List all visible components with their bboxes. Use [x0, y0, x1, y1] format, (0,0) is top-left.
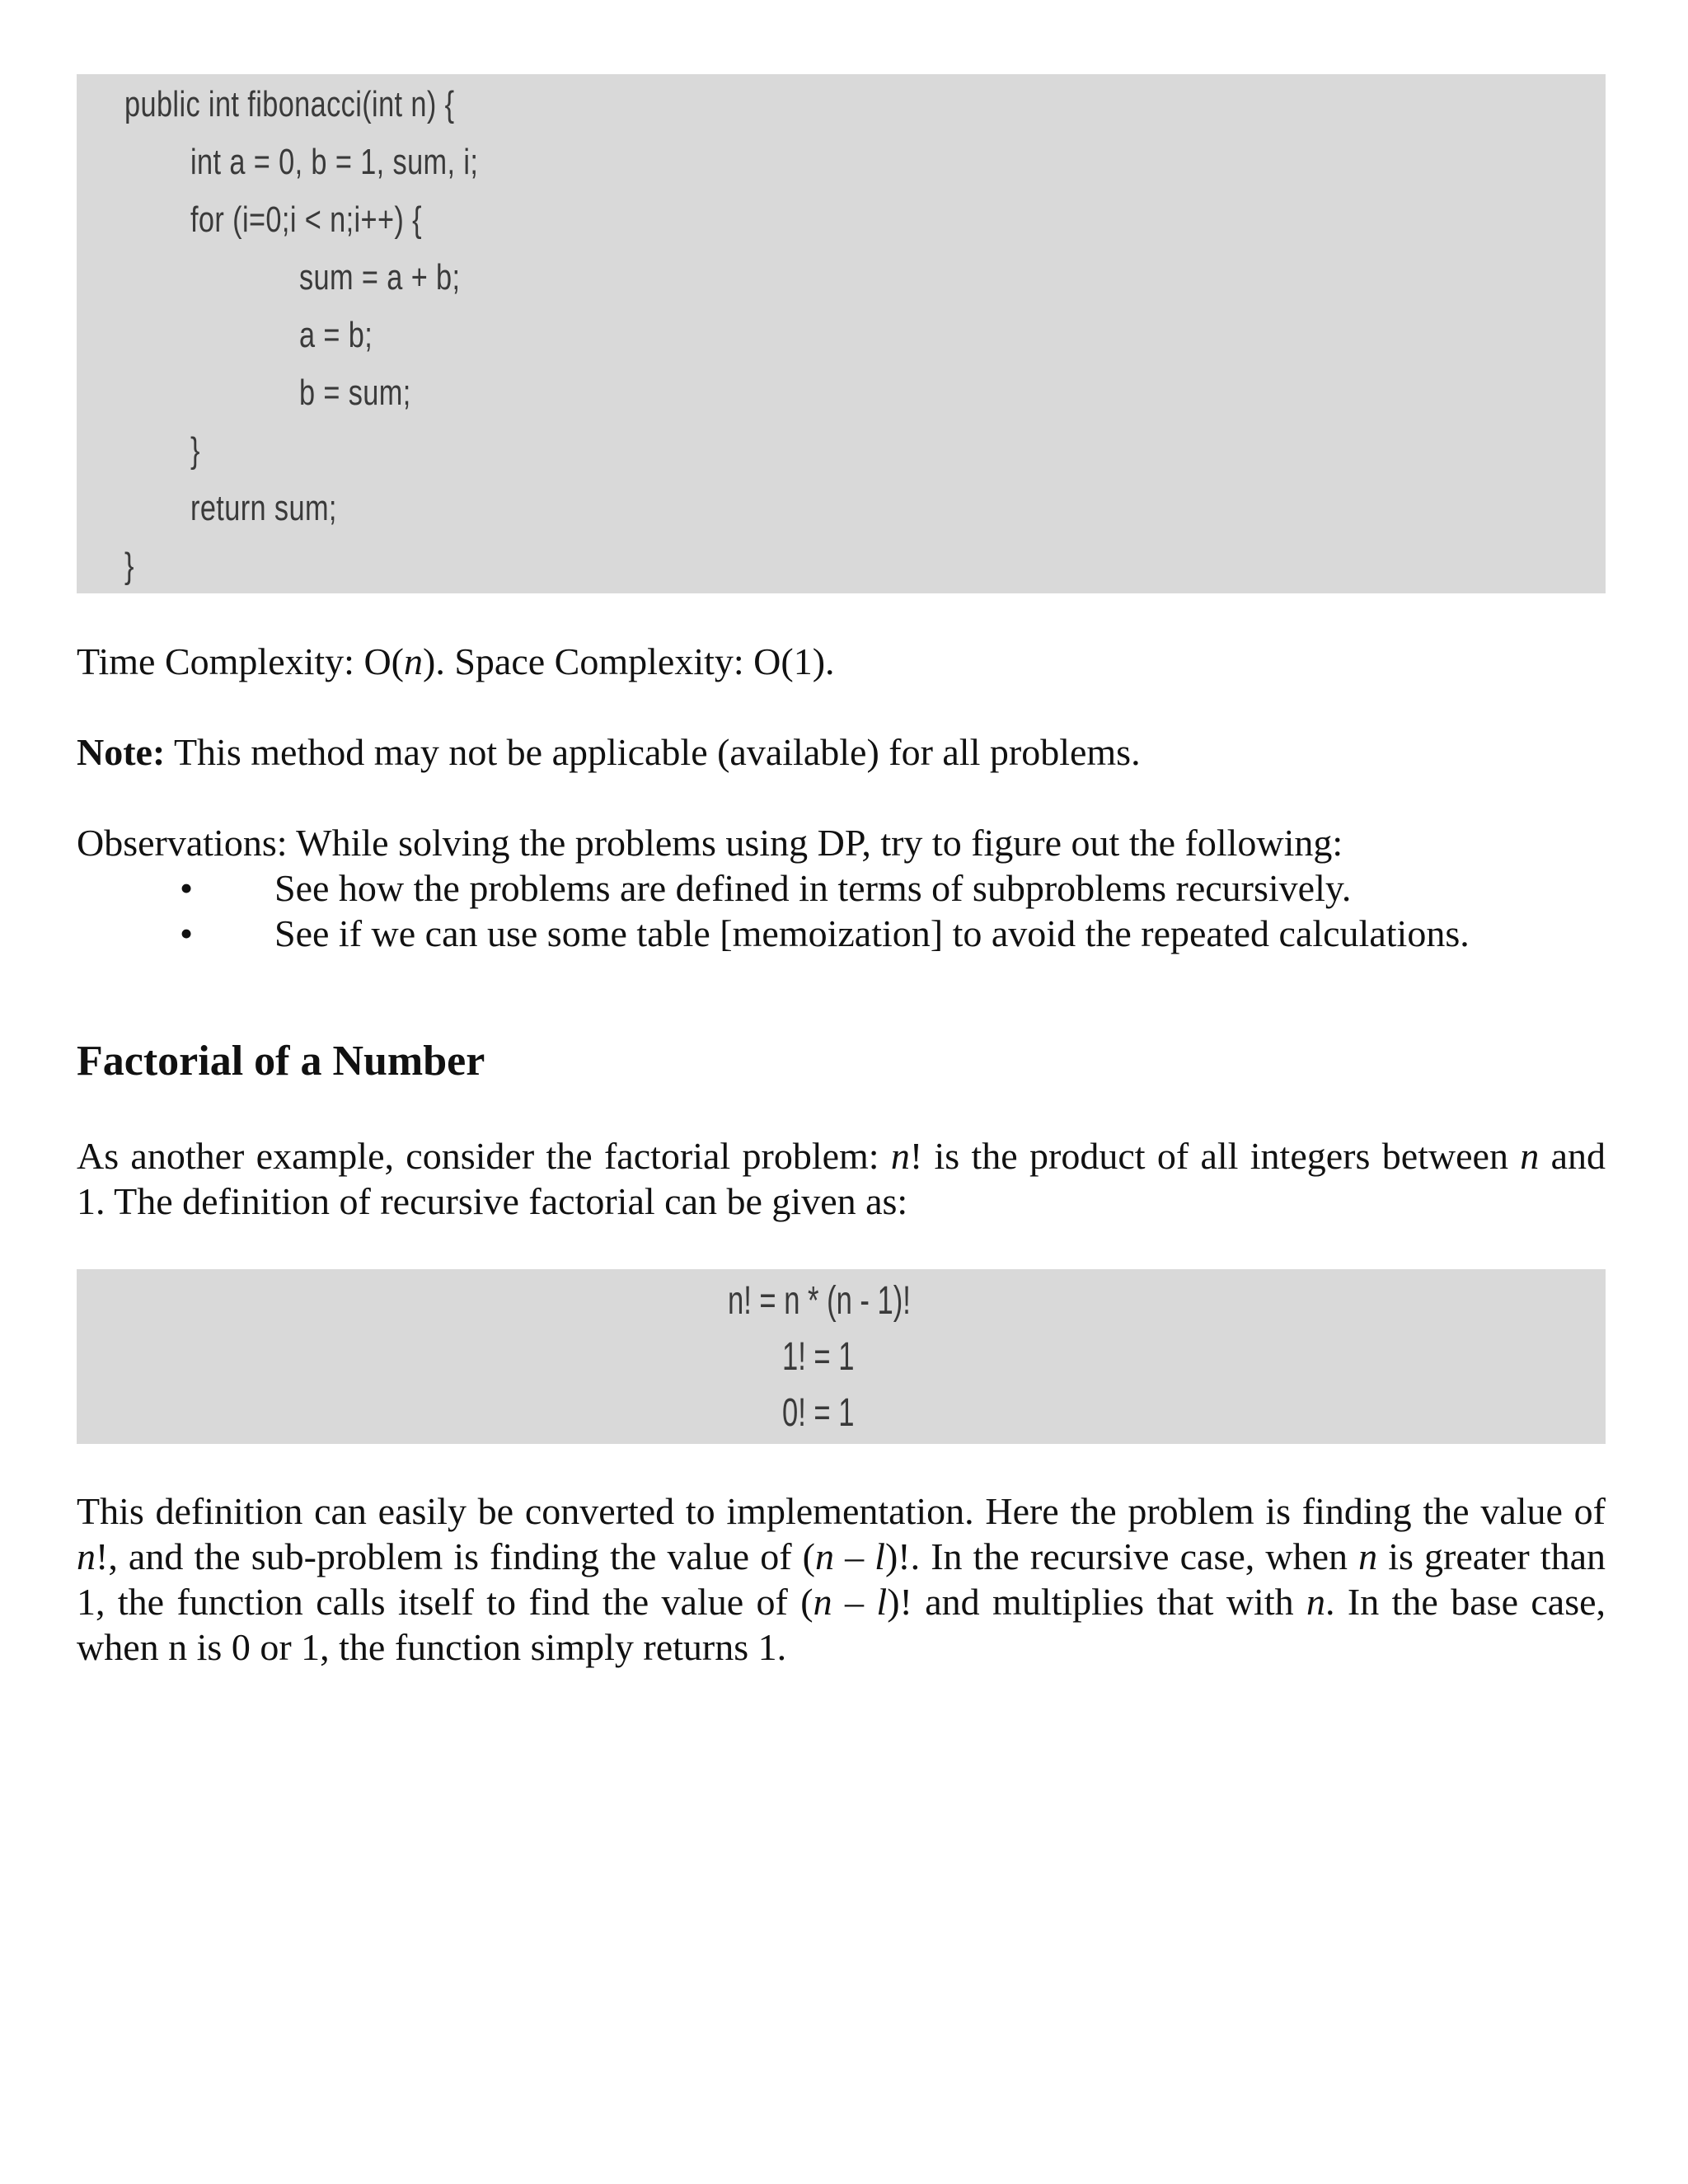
- code-line: sum = a + b;: [299, 257, 461, 298]
- note-label: Note:: [77, 731, 166, 773]
- list-item: • See how the problems are defined in terms of subproblems recursively.: [180, 867, 1352, 909]
- code-line: int a = 0, b = 1, sum, i;: [190, 142, 479, 182]
- formula-figure: [77, 1269, 1606, 1444]
- code-line: a = b;: [299, 315, 373, 355]
- note-line: Note: This method may not be applicable (available) for all problems.: [77, 731, 1141, 773]
- formula-line: 1! = 1: [782, 1335, 855, 1379]
- bullet-icon: •: [180, 867, 194, 909]
- observations-intro: Observations: While solving the problems using DP, try to figure out the following:: [77, 822, 1343, 864]
- complexity-line: Time Complexity: O(n). Space Complexity: O(1).: [77, 640, 835, 682]
- code-line: for (i=0;i < n;i++) {: [190, 199, 422, 240]
- section-heading: Factorial of a Number: [77, 1038, 485, 1085]
- code-line: public int fibonacci(int n) {: [124, 84, 455, 124]
- code-figure: [77, 74, 1606, 593]
- code-line: return sum;: [190, 488, 337, 528]
- definition-paragraph: This definition can easily be converted to implementation. Here the problem is finding the value of n!, and the sub-problem is finding the value of (n – l)!. In the recursive case, when n is greater than 1, the function calls itself to find the value of (n – l)! and multiplies that with n. In the base case, when n is 0 or 1, the function simply returns 1.: [77, 1490, 1606, 1668]
- intro-paragraph: As another example, consider the factorial problem: n! is the product of all integers between n and 1. The definition of recursive factorial can be given as:: [77, 1135, 1606, 1222]
- formula-line: n! = n * (n - 1)!: [728, 1279, 911, 1323]
- code-line: }: [190, 430, 200, 471]
- bullet-icon: •: [180, 912, 194, 954]
- code-line: b = sum;: [299, 373, 411, 413]
- code-line: }: [124, 546, 134, 586]
- formula-line: 0! = 1: [782, 1391, 855, 1435]
- list-item: • See if we can use some table [memoization] to avoid the repeated calculations.: [180, 912, 1470, 954]
